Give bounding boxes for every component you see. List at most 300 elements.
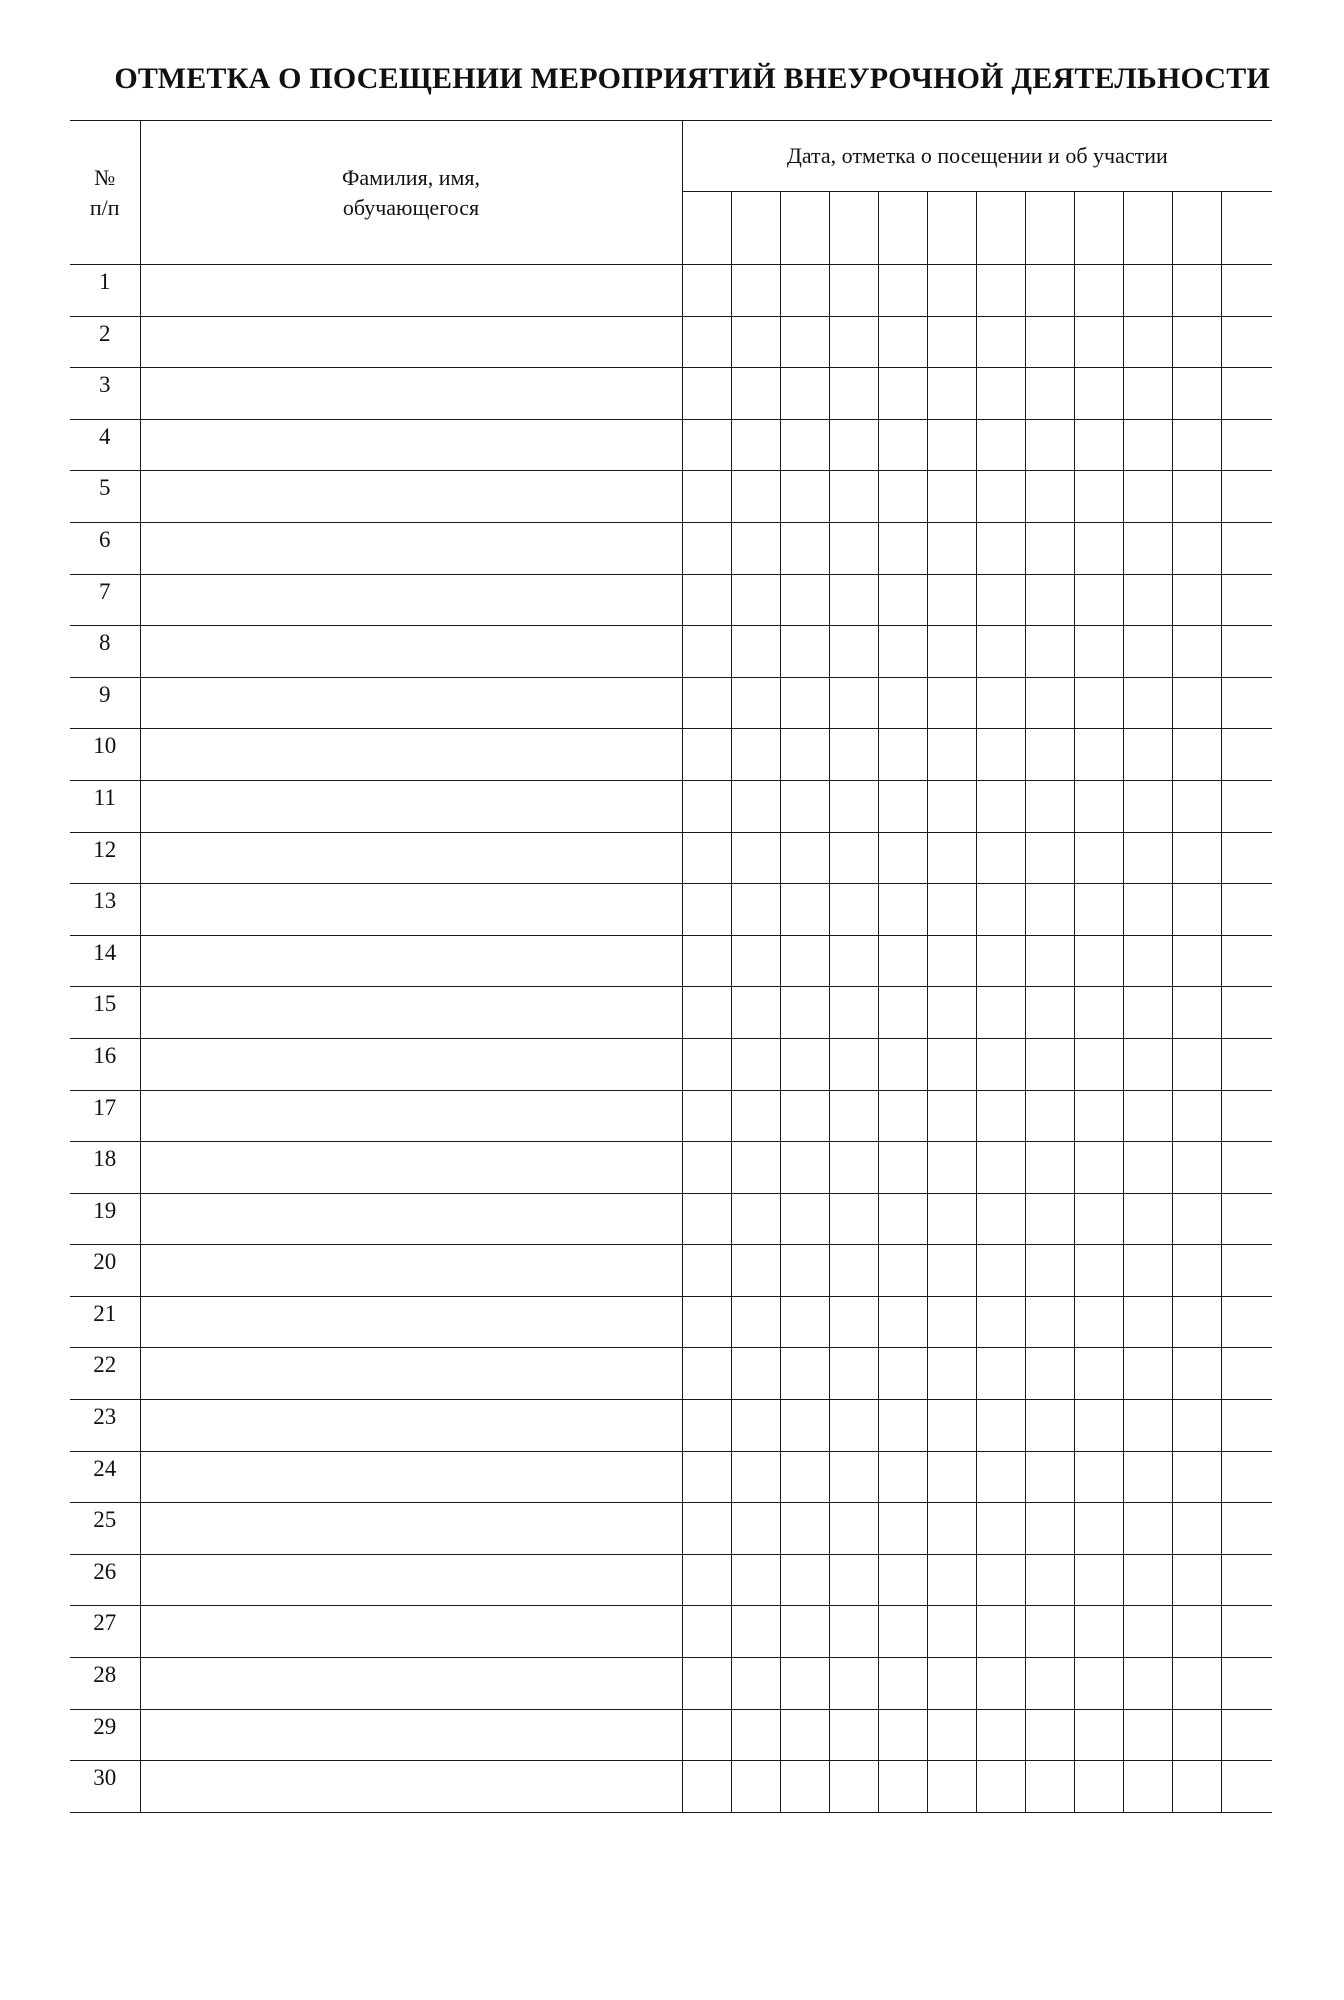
- attendance-mark-cell[interactable]: [731, 832, 780, 884]
- attendance-mark-cell[interactable]: [682, 419, 731, 471]
- attendance-mark-cell[interactable]: [829, 987, 878, 1039]
- attendance-mark-cell[interactable]: [682, 987, 731, 1039]
- attendance-mark-cell[interactable]: [878, 1451, 927, 1503]
- attendance-mark-cell[interactable]: [1074, 1761, 1123, 1813]
- attendance-mark-cell[interactable]: [1172, 780, 1221, 832]
- attendance-mark-cell[interactable]: [1025, 1709, 1074, 1761]
- attendance-mark-cell[interactable]: [1172, 1554, 1221, 1606]
- attendance-mark-cell[interactable]: [1074, 884, 1123, 936]
- attendance-mark-cell[interactable]: [976, 1038, 1025, 1090]
- student-name-cell[interactable]: [140, 1400, 682, 1452]
- attendance-mark-cell[interactable]: [829, 1038, 878, 1090]
- attendance-mark-cell[interactable]: [1025, 1503, 1074, 1555]
- attendance-mark-cell[interactable]: [780, 471, 829, 523]
- attendance-mark-cell[interactable]: [1172, 1606, 1221, 1658]
- attendance-mark-cell[interactable]: [1074, 1245, 1123, 1297]
- attendance-mark-cell[interactable]: [1025, 1606, 1074, 1658]
- attendance-mark-cell[interactable]: [1221, 1038, 1272, 1090]
- attendance-mark-cell[interactable]: [1123, 574, 1172, 626]
- student-name-cell[interactable]: [140, 1761, 682, 1813]
- attendance-mark-cell[interactable]: [682, 574, 731, 626]
- attendance-mark-cell[interactable]: [976, 1761, 1025, 1813]
- student-name-cell[interactable]: [140, 419, 682, 471]
- attendance-mark-cell[interactable]: [878, 419, 927, 471]
- student-name-cell[interactable]: [140, 265, 682, 317]
- attendance-mark-cell[interactable]: [1172, 1090, 1221, 1142]
- attendance-mark-cell[interactable]: [1025, 1193, 1074, 1245]
- attendance-mark-cell[interactable]: [731, 1296, 780, 1348]
- attendance-mark-cell[interactable]: [927, 1451, 976, 1503]
- attendance-mark-cell[interactable]: [976, 987, 1025, 1039]
- attendance-mark-cell[interactable]: [1074, 1193, 1123, 1245]
- attendance-mark-cell[interactable]: [780, 1142, 829, 1194]
- attendance-mark-cell[interactable]: [1123, 368, 1172, 420]
- attendance-mark-cell[interactable]: [878, 1400, 927, 1452]
- attendance-mark-cell[interactable]: [1172, 1761, 1221, 1813]
- attendance-mark-cell[interactable]: [976, 1451, 1025, 1503]
- attendance-mark-cell[interactable]: [682, 1142, 731, 1194]
- attendance-mark-cell[interactable]: [1123, 1606, 1172, 1658]
- attendance-mark-cell[interactable]: [829, 780, 878, 832]
- attendance-mark-cell[interactable]: [1221, 935, 1272, 987]
- attendance-mark-cell[interactable]: [1025, 265, 1074, 317]
- attendance-mark-cell[interactable]: [829, 368, 878, 420]
- attendance-mark-cell[interactable]: [927, 832, 976, 884]
- attendance-mark-cell[interactable]: [1074, 677, 1123, 729]
- attendance-mark-cell[interactable]: [927, 729, 976, 781]
- attendance-mark-cell[interactable]: [1221, 1554, 1272, 1606]
- attendance-mark-cell[interactable]: [682, 1761, 731, 1813]
- attendance-mark-cell[interactable]: [1221, 729, 1272, 781]
- attendance-mark-cell[interactable]: [780, 1554, 829, 1606]
- attendance-mark-cell[interactable]: [1025, 316, 1074, 368]
- attendance-mark-cell[interactable]: [927, 1348, 976, 1400]
- date-column-cell[interactable]: [976, 192, 1025, 265]
- attendance-mark-cell[interactable]: [682, 1451, 731, 1503]
- attendance-mark-cell[interactable]: [927, 935, 976, 987]
- attendance-mark-cell[interactable]: [1221, 884, 1272, 936]
- student-name-cell[interactable]: [140, 522, 682, 574]
- attendance-mark-cell[interactable]: [1221, 1090, 1272, 1142]
- attendance-mark-cell[interactable]: [927, 884, 976, 936]
- attendance-mark-cell[interactable]: [682, 1503, 731, 1555]
- attendance-mark-cell[interactable]: [780, 574, 829, 626]
- attendance-mark-cell[interactable]: [976, 884, 1025, 936]
- attendance-mark-cell[interactable]: [1123, 832, 1172, 884]
- attendance-mark-cell[interactable]: [878, 1038, 927, 1090]
- attendance-mark-cell[interactable]: [1123, 1400, 1172, 1452]
- attendance-mark-cell[interactable]: [682, 935, 731, 987]
- attendance-mark-cell[interactable]: [780, 1658, 829, 1710]
- attendance-mark-cell[interactable]: [927, 1554, 976, 1606]
- attendance-mark-cell[interactable]: [878, 316, 927, 368]
- attendance-mark-cell[interactable]: [927, 1400, 976, 1452]
- attendance-mark-cell[interactable]: [731, 1245, 780, 1297]
- student-name-cell[interactable]: [140, 471, 682, 523]
- attendance-mark-cell[interactable]: [976, 471, 1025, 523]
- attendance-mark-cell[interactable]: [1221, 1606, 1272, 1658]
- attendance-mark-cell[interactable]: [780, 1296, 829, 1348]
- attendance-mark-cell[interactable]: [927, 368, 976, 420]
- attendance-mark-cell[interactable]: [1221, 1761, 1272, 1813]
- attendance-mark-cell[interactable]: [780, 780, 829, 832]
- date-column-cell[interactable]: [927, 192, 976, 265]
- attendance-mark-cell[interactable]: [1123, 935, 1172, 987]
- attendance-mark-cell[interactable]: [1123, 1090, 1172, 1142]
- attendance-mark-cell[interactable]: [829, 1400, 878, 1452]
- attendance-mark-cell[interactable]: [780, 1503, 829, 1555]
- attendance-mark-cell[interactable]: [1221, 626, 1272, 678]
- attendance-mark-cell[interactable]: [731, 1709, 780, 1761]
- attendance-mark-cell[interactable]: [1025, 1554, 1074, 1606]
- attendance-mark-cell[interactable]: [878, 1142, 927, 1194]
- attendance-mark-cell[interactable]: [1025, 1658, 1074, 1710]
- attendance-mark-cell[interactable]: [976, 1193, 1025, 1245]
- attendance-mark-cell[interactable]: [1025, 1038, 1074, 1090]
- attendance-mark-cell[interactable]: [1172, 419, 1221, 471]
- attendance-mark-cell[interactable]: [927, 1606, 976, 1658]
- attendance-mark-cell[interactable]: [731, 1142, 780, 1194]
- student-name-cell[interactable]: [140, 1296, 682, 1348]
- attendance-mark-cell[interactable]: [780, 1709, 829, 1761]
- attendance-mark-cell[interactable]: [878, 1193, 927, 1245]
- attendance-mark-cell[interactable]: [1123, 1348, 1172, 1400]
- attendance-mark-cell[interactable]: [1221, 1296, 1272, 1348]
- attendance-mark-cell[interactable]: [1074, 1400, 1123, 1452]
- attendance-mark-cell[interactable]: [829, 419, 878, 471]
- attendance-mark-cell[interactable]: [1221, 1709, 1272, 1761]
- attendance-mark-cell[interactable]: [1025, 1142, 1074, 1194]
- attendance-mark-cell[interactable]: [976, 677, 1025, 729]
- student-name-cell[interactable]: [140, 935, 682, 987]
- attendance-mark-cell[interactable]: [1123, 729, 1172, 781]
- attendance-mark-cell[interactable]: [1074, 1709, 1123, 1761]
- attendance-mark-cell[interactable]: [927, 522, 976, 574]
- attendance-mark-cell[interactable]: [878, 987, 927, 1039]
- attendance-mark-cell[interactable]: [976, 780, 1025, 832]
- attendance-mark-cell[interactable]: [878, 1348, 927, 1400]
- date-column-cell[interactable]: [682, 192, 731, 265]
- attendance-mark-cell[interactable]: [1123, 1554, 1172, 1606]
- attendance-mark-cell[interactable]: [976, 1709, 1025, 1761]
- attendance-mark-cell[interactable]: [1025, 1296, 1074, 1348]
- attendance-mark-cell[interactable]: [976, 729, 1025, 781]
- attendance-mark-cell[interactable]: [1025, 471, 1074, 523]
- attendance-mark-cell[interactable]: [780, 316, 829, 368]
- attendance-mark-cell[interactable]: [1172, 368, 1221, 420]
- attendance-mark-cell[interactable]: [976, 1658, 1025, 1710]
- attendance-mark-cell[interactable]: [1172, 1038, 1221, 1090]
- attendance-mark-cell[interactable]: [1172, 1503, 1221, 1555]
- attendance-mark-cell[interactable]: [829, 1554, 878, 1606]
- attendance-mark-cell[interactable]: [829, 1709, 878, 1761]
- date-column-cell[interactable]: [1221, 192, 1272, 265]
- attendance-mark-cell[interactable]: [1074, 1451, 1123, 1503]
- attendance-mark-cell[interactable]: [1123, 419, 1172, 471]
- attendance-mark-cell[interactable]: [976, 1400, 1025, 1452]
- attendance-mark-cell[interactable]: [976, 1503, 1025, 1555]
- attendance-mark-cell[interactable]: [1074, 1038, 1123, 1090]
- attendance-mark-cell[interactable]: [1172, 1142, 1221, 1194]
- attendance-mark-cell[interactable]: [1074, 987, 1123, 1039]
- attendance-mark-cell[interactable]: [1123, 987, 1172, 1039]
- attendance-mark-cell[interactable]: [1025, 626, 1074, 678]
- attendance-mark-cell[interactable]: [682, 1709, 731, 1761]
- attendance-mark-cell[interactable]: [1123, 1245, 1172, 1297]
- attendance-mark-cell[interactable]: [1025, 1090, 1074, 1142]
- attendance-mark-cell[interactable]: [780, 626, 829, 678]
- attendance-mark-cell[interactable]: [731, 1038, 780, 1090]
- attendance-mark-cell[interactable]: [780, 729, 829, 781]
- attendance-mark-cell[interactable]: [927, 1193, 976, 1245]
- attendance-mark-cell[interactable]: [1025, 677, 1074, 729]
- attendance-mark-cell[interactable]: [878, 729, 927, 781]
- attendance-mark-cell[interactable]: [1221, 1245, 1272, 1297]
- attendance-mark-cell[interactable]: [927, 677, 976, 729]
- attendance-mark-cell[interactable]: [1074, 935, 1123, 987]
- attendance-mark-cell[interactable]: [878, 832, 927, 884]
- attendance-mark-cell[interactable]: [1123, 1503, 1172, 1555]
- attendance-mark-cell[interactable]: [829, 884, 878, 936]
- attendance-mark-cell[interactable]: [976, 522, 1025, 574]
- attendance-mark-cell[interactable]: [976, 368, 1025, 420]
- attendance-mark-cell[interactable]: [731, 729, 780, 781]
- student-name-cell[interactable]: [140, 1451, 682, 1503]
- attendance-mark-cell[interactable]: [927, 1038, 976, 1090]
- attendance-mark-cell[interactable]: [1172, 677, 1221, 729]
- student-name-cell[interactable]: [140, 1709, 682, 1761]
- student-name-cell[interactable]: [140, 884, 682, 936]
- attendance-mark-cell[interactable]: [1172, 729, 1221, 781]
- student-name-cell[interactable]: [140, 1606, 682, 1658]
- date-column-cell[interactable]: [1172, 192, 1221, 265]
- attendance-mark-cell[interactable]: [1074, 1090, 1123, 1142]
- attendance-mark-cell[interactable]: [780, 1245, 829, 1297]
- attendance-mark-cell[interactable]: [976, 1296, 1025, 1348]
- attendance-mark-cell[interactable]: [1074, 1606, 1123, 1658]
- attendance-mark-cell[interactable]: [1172, 1400, 1221, 1452]
- attendance-mark-cell[interactable]: [1074, 1296, 1123, 1348]
- attendance-mark-cell[interactable]: [682, 729, 731, 781]
- attendance-mark-cell[interactable]: [1025, 729, 1074, 781]
- attendance-mark-cell[interactable]: [829, 1245, 878, 1297]
- attendance-mark-cell[interactable]: [682, 368, 731, 420]
- student-name-cell[interactable]: [140, 677, 682, 729]
- attendance-mark-cell[interactable]: [1172, 471, 1221, 523]
- attendance-mark-cell[interactable]: [731, 522, 780, 574]
- attendance-mark-cell[interactable]: [780, 1038, 829, 1090]
- attendance-mark-cell[interactable]: [878, 935, 927, 987]
- attendance-mark-cell[interactable]: [682, 1193, 731, 1245]
- attendance-mark-cell[interactable]: [682, 780, 731, 832]
- student-name-cell[interactable]: [140, 1142, 682, 1194]
- attendance-mark-cell[interactable]: [780, 1400, 829, 1452]
- attendance-mark-cell[interactable]: [1074, 1142, 1123, 1194]
- attendance-mark-cell[interactable]: [1172, 626, 1221, 678]
- attendance-mark-cell[interactable]: [927, 1245, 976, 1297]
- attendance-mark-cell[interactable]: [927, 1142, 976, 1194]
- attendance-mark-cell[interactable]: [1172, 1451, 1221, 1503]
- attendance-mark-cell[interactable]: [780, 265, 829, 317]
- attendance-mark-cell[interactable]: [682, 1090, 731, 1142]
- attendance-mark-cell[interactable]: [1123, 1451, 1172, 1503]
- attendance-mark-cell[interactable]: [731, 1658, 780, 1710]
- attendance-mark-cell[interactable]: [1025, 884, 1074, 936]
- attendance-mark-cell[interactable]: [829, 935, 878, 987]
- attendance-mark-cell[interactable]: [976, 1245, 1025, 1297]
- attendance-mark-cell[interactable]: [878, 1554, 927, 1606]
- attendance-mark-cell[interactable]: [780, 1761, 829, 1813]
- attendance-mark-cell[interactable]: [1221, 1451, 1272, 1503]
- attendance-mark-cell[interactable]: [1025, 1245, 1074, 1297]
- attendance-mark-cell[interactable]: [829, 471, 878, 523]
- attendance-mark-cell[interactable]: [1172, 265, 1221, 317]
- attendance-mark-cell[interactable]: [878, 1606, 927, 1658]
- attendance-mark-cell[interactable]: [878, 1245, 927, 1297]
- attendance-mark-cell[interactable]: [1123, 471, 1172, 523]
- attendance-mark-cell[interactable]: [731, 987, 780, 1039]
- date-column-cell[interactable]: [878, 192, 927, 265]
- attendance-mark-cell[interactable]: [780, 522, 829, 574]
- attendance-mark-cell[interactable]: [780, 419, 829, 471]
- attendance-mark-cell[interactable]: [829, 1193, 878, 1245]
- attendance-mark-cell[interactable]: [1074, 780, 1123, 832]
- attendance-mark-cell[interactable]: [927, 471, 976, 523]
- attendance-mark-cell[interactable]: [731, 471, 780, 523]
- attendance-mark-cell[interactable]: [976, 1348, 1025, 1400]
- attendance-mark-cell[interactable]: [1074, 1554, 1123, 1606]
- attendance-mark-cell[interactable]: [1025, 419, 1074, 471]
- student-name-cell[interactable]: [140, 1554, 682, 1606]
- attendance-mark-cell[interactable]: [682, 1606, 731, 1658]
- attendance-mark-cell[interactable]: [1172, 1193, 1221, 1245]
- attendance-mark-cell[interactable]: [682, 316, 731, 368]
- attendance-mark-cell[interactable]: [682, 1348, 731, 1400]
- attendance-mark-cell[interactable]: [682, 1658, 731, 1710]
- attendance-mark-cell[interactable]: [731, 1606, 780, 1658]
- attendance-mark-cell[interactable]: [780, 1606, 829, 1658]
- attendance-mark-cell[interactable]: [976, 935, 1025, 987]
- attendance-mark-cell[interactable]: [1123, 1193, 1172, 1245]
- attendance-mark-cell[interactable]: [1074, 626, 1123, 678]
- attendance-mark-cell[interactable]: [1074, 368, 1123, 420]
- attendance-mark-cell[interactable]: [780, 1451, 829, 1503]
- attendance-mark-cell[interactable]: [1172, 1245, 1221, 1297]
- attendance-mark-cell[interactable]: [1221, 1193, 1272, 1245]
- attendance-mark-cell[interactable]: [878, 677, 927, 729]
- student-name-cell[interactable]: [140, 832, 682, 884]
- attendance-mark-cell[interactable]: [829, 1606, 878, 1658]
- attendance-mark-cell[interactable]: [1123, 1142, 1172, 1194]
- attendance-mark-cell[interactable]: [731, 1554, 780, 1606]
- student-name-cell[interactable]: [140, 316, 682, 368]
- student-name-cell[interactable]: [140, 574, 682, 626]
- attendance-mark-cell[interactable]: [1221, 1400, 1272, 1452]
- attendance-mark-cell[interactable]: [1172, 1658, 1221, 1710]
- attendance-mark-cell[interactable]: [927, 987, 976, 1039]
- attendance-mark-cell[interactable]: [1123, 1761, 1172, 1813]
- attendance-mark-cell[interactable]: [927, 1296, 976, 1348]
- attendance-mark-cell[interactable]: [1074, 265, 1123, 317]
- attendance-mark-cell[interactable]: [1074, 1503, 1123, 1555]
- attendance-mark-cell[interactable]: [927, 1090, 976, 1142]
- date-column-cell[interactable]: [1074, 192, 1123, 265]
- attendance-mark-cell[interactable]: [878, 368, 927, 420]
- attendance-mark-cell[interactable]: [1123, 884, 1172, 936]
- attendance-mark-cell[interactable]: [780, 1348, 829, 1400]
- attendance-mark-cell[interactable]: [1123, 677, 1172, 729]
- attendance-mark-cell[interactable]: [829, 1761, 878, 1813]
- attendance-mark-cell[interactable]: [829, 1348, 878, 1400]
- attendance-mark-cell[interactable]: [1025, 987, 1074, 1039]
- attendance-mark-cell[interactable]: [829, 316, 878, 368]
- attendance-mark-cell[interactable]: [927, 1658, 976, 1710]
- attendance-mark-cell[interactable]: [829, 1658, 878, 1710]
- attendance-mark-cell[interactable]: [1221, 419, 1272, 471]
- attendance-mark-cell[interactable]: [927, 780, 976, 832]
- attendance-mark-cell[interactable]: [682, 832, 731, 884]
- attendance-mark-cell[interactable]: [829, 265, 878, 317]
- attendance-mark-cell[interactable]: [976, 626, 1025, 678]
- date-column-cell[interactable]: [780, 192, 829, 265]
- attendance-mark-cell[interactable]: [1074, 419, 1123, 471]
- attendance-mark-cell[interactable]: [682, 884, 731, 936]
- attendance-mark-cell[interactable]: [1025, 832, 1074, 884]
- attendance-mark-cell[interactable]: [1074, 832, 1123, 884]
- attendance-mark-cell[interactable]: [878, 1296, 927, 1348]
- attendance-mark-cell[interactable]: [780, 368, 829, 420]
- attendance-mark-cell[interactable]: [829, 1503, 878, 1555]
- attendance-mark-cell[interactable]: [780, 884, 829, 936]
- attendance-mark-cell[interactable]: [878, 780, 927, 832]
- attendance-mark-cell[interactable]: [878, 522, 927, 574]
- attendance-mark-cell[interactable]: [1123, 316, 1172, 368]
- attendance-mark-cell[interactable]: [829, 832, 878, 884]
- attendance-mark-cell[interactable]: [682, 1554, 731, 1606]
- student-name-cell[interactable]: [140, 780, 682, 832]
- attendance-mark-cell[interactable]: [976, 1554, 1025, 1606]
- attendance-mark-cell[interactable]: [1221, 1348, 1272, 1400]
- attendance-mark-cell[interactable]: [682, 265, 731, 317]
- attendance-mark-cell[interactable]: [1172, 1348, 1221, 1400]
- attendance-mark-cell[interactable]: [1074, 316, 1123, 368]
- attendance-mark-cell[interactable]: [1221, 316, 1272, 368]
- attendance-mark-cell[interactable]: [731, 1400, 780, 1452]
- attendance-mark-cell[interactable]: [1221, 832, 1272, 884]
- attendance-mark-cell[interactable]: [1172, 574, 1221, 626]
- attendance-mark-cell[interactable]: [1172, 1296, 1221, 1348]
- attendance-mark-cell[interactable]: [780, 1193, 829, 1245]
- attendance-mark-cell[interactable]: [780, 677, 829, 729]
- attendance-mark-cell[interactable]: [1123, 780, 1172, 832]
- attendance-mark-cell[interactable]: [1221, 677, 1272, 729]
- date-column-cell[interactable]: [829, 192, 878, 265]
- attendance-mark-cell[interactable]: [878, 574, 927, 626]
- attendance-mark-cell[interactable]: [1221, 1503, 1272, 1555]
- attendance-mark-cell[interactable]: [1172, 935, 1221, 987]
- attendance-mark-cell[interactable]: [1025, 368, 1074, 420]
- attendance-mark-cell[interactable]: [780, 987, 829, 1039]
- attendance-mark-cell[interactable]: [682, 626, 731, 678]
- attendance-mark-cell[interactable]: [1123, 1709, 1172, 1761]
- attendance-mark-cell[interactable]: [780, 832, 829, 884]
- attendance-mark-cell[interactable]: [829, 1090, 878, 1142]
- attendance-mark-cell[interactable]: [1221, 1658, 1272, 1710]
- student-name-cell[interactable]: [140, 1503, 682, 1555]
- attendance-mark-cell[interactable]: [731, 626, 780, 678]
- attendance-mark-cell[interactable]: [731, 677, 780, 729]
- attendance-mark-cell[interactable]: [829, 1296, 878, 1348]
